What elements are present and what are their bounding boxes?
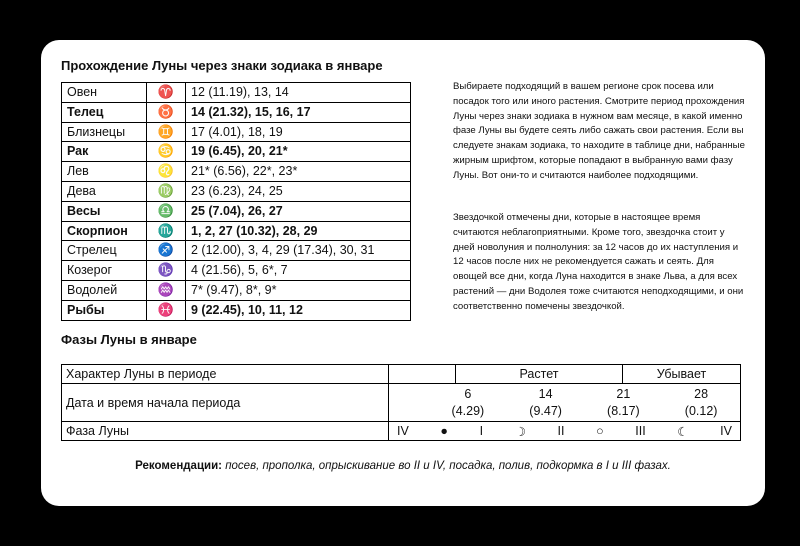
moon-phase-icon: ☽	[514, 424, 526, 439]
note-paragraph-1: Выбираете подходящий в вашем регионе срок посева или посадок того или иного растения. Смотрите период прохождения Луны через знаки зодиака в нужном вам месяце, в какой именно фазе Луны вы будете сеять либо сажать свои растения. Если вы следуете знакам зодиака, то находите в таблице дни, набранные жирным шрифтом, которые попадают в выбранную вами фазу Луны. Вот они-то и считаются наиболее подходящими.	[453, 81, 745, 181]
phase-character-row	[62, 365, 741, 384]
zodiac-table	[61, 82, 411, 321]
sign-symbol-icon: ♌	[147, 162, 186, 182]
zodiac-title: Прохождение Луны через знаки зодиака в январе	[61, 58, 383, 73]
sign-name: Овен	[62, 83, 147, 103]
sign-symbol-icon: ♋	[147, 142, 186, 162]
phase-date	[685, 386, 718, 420]
phase-numeral: III	[635, 423, 646, 438]
phase-numeral: I	[479, 423, 484, 438]
sign-days: 23 (6.23), 24, 25	[186, 181, 411, 201]
sign-name: Скорпион	[62, 221, 147, 241]
phase-date-day: 28	[694, 386, 709, 401]
zodiac-row	[62, 162, 411, 182]
rec-label: Рекомендации:	[135, 460, 222, 472]
zodiac-row	[62, 241, 411, 261]
phase-date-day: 21	[616, 386, 631, 401]
phase-date-day: 14	[538, 386, 553, 401]
phase-marks-row	[62, 422, 741, 441]
sign-days: 4 (21.56), 5, 6*, 7	[186, 261, 411, 281]
sign-days: 1, 2, 27 (10.32), 28, 29	[186, 221, 411, 241]
empty-cell	[389, 365, 456, 384]
sign-symbol-icon: ♏	[147, 221, 186, 241]
zodiac-row	[62, 83, 411, 103]
sign-name: Стрелец	[62, 241, 147, 261]
phase-numeral: II	[557, 423, 565, 438]
sign-days: 12 (11.19), 13, 14	[186, 83, 411, 103]
sign-days: 2 (12.00), 3, 4, 29 (17.34), 30, 31	[186, 241, 411, 261]
zodiac-row	[62, 142, 411, 162]
phases-title: Фазы Луны в январе	[61, 332, 197, 347]
row-label: Фаза Луны	[62, 422, 389, 441]
sign-symbol-icon: ♉	[147, 102, 186, 122]
zodiac-row	[62, 122, 411, 142]
row-label: Характер Луны в периоде	[62, 365, 389, 384]
sign-symbol-icon: ♒	[147, 280, 186, 300]
sign-name: Лев	[62, 162, 147, 182]
marks-cell	[389, 422, 741, 441]
zodiac-row	[62, 261, 411, 281]
phase-date	[452, 386, 485, 420]
phase-dates-row	[62, 384, 741, 422]
sign-name: Рак	[62, 142, 147, 162]
growing-cell: Растет	[456, 365, 623, 384]
sign-symbol-icon: ♊	[147, 122, 186, 142]
zodiac-row	[62, 221, 411, 241]
zodiac-row	[62, 181, 411, 201]
phase-numeral: IV	[397, 423, 409, 438]
sign-symbol-icon: ♐	[147, 241, 186, 261]
dates-cell	[389, 384, 741, 422]
sign-days: 19 (6.45), 20, 21*	[186, 142, 411, 162]
sign-symbol-icon: ♑	[147, 261, 186, 281]
sign-symbol-icon: ♈	[147, 83, 186, 103]
sign-days: 25 (7.04), 26, 27	[186, 201, 411, 221]
phase-numeral: IV	[720, 423, 732, 438]
phases-table	[61, 364, 741, 441]
note-paragraph-2: Звездочкой отмечены дни, которые в настоящее время считаются неблагоприятными. Кроме того, звездочка стоит у дней новолуния и полнолуния: за 12 часов до их наступления и 12 часов после них не рекомендуется сажать и сеять. Для овощей все дни, когда Луна находится в знаке Льва, а для всех растений — дни Водолея тоже считаются неподходящими, и они соответственно помечены звездочкой.	[453, 212, 744, 312]
sign-symbol-icon: ♍	[147, 181, 186, 201]
row-label: Дата и время начала периода	[62, 384, 389, 422]
sign-name: Весы	[62, 201, 147, 221]
sign-name: Рыбы	[62, 300, 147, 320]
moon-phase-icon: ○	[596, 423, 604, 438]
sign-days: 21* (6.56), 22*, 23*	[186, 162, 411, 182]
sign-days: 14 (21.32), 15, 16, 17	[186, 102, 411, 122]
phase-date-time: (9.47)	[529, 403, 562, 418]
sign-symbol-icon: ♎	[147, 201, 186, 221]
phase-date-day: 6	[464, 386, 472, 401]
sign-days: 7* (9.47), 8*, 9*	[186, 280, 411, 300]
zodiac-row	[62, 280, 411, 300]
sign-name: Близнецы	[62, 122, 147, 142]
phase-date-time: (0.12)	[684, 403, 718, 418]
sign-symbol-icon: ♓	[147, 300, 186, 320]
zodiac-row	[62, 201, 411, 221]
phase-date-time: (4.29)	[451, 403, 485, 418]
sign-name: Козерог	[62, 261, 147, 281]
phase-date	[607, 386, 640, 420]
rec-text: посев, прополка, опрыскивание во II и IV, посадка, полив, подкормка в I и III фазах.	[222, 460, 671, 472]
sign-name: Дева	[62, 181, 147, 201]
sign-days: 9 (22.45), 10, 11, 12	[186, 300, 411, 320]
waning-cell: Убывает	[623, 365, 741, 384]
sign-name: Телец	[62, 102, 147, 122]
info-card	[41, 40, 765, 506]
phase-date-time: (8.17)	[607, 403, 640, 418]
sign-days: 17 (4.01), 18, 19	[186, 122, 411, 142]
phase-date	[529, 386, 562, 420]
recommendations	[41, 460, 765, 472]
moon-phase-icon: ☾	[677, 424, 689, 439]
zodiac-row	[62, 102, 411, 122]
sign-name: Водолей	[62, 280, 147, 300]
moon-phase-icon: ●	[440, 423, 448, 438]
zodiac-row	[62, 300, 411, 320]
